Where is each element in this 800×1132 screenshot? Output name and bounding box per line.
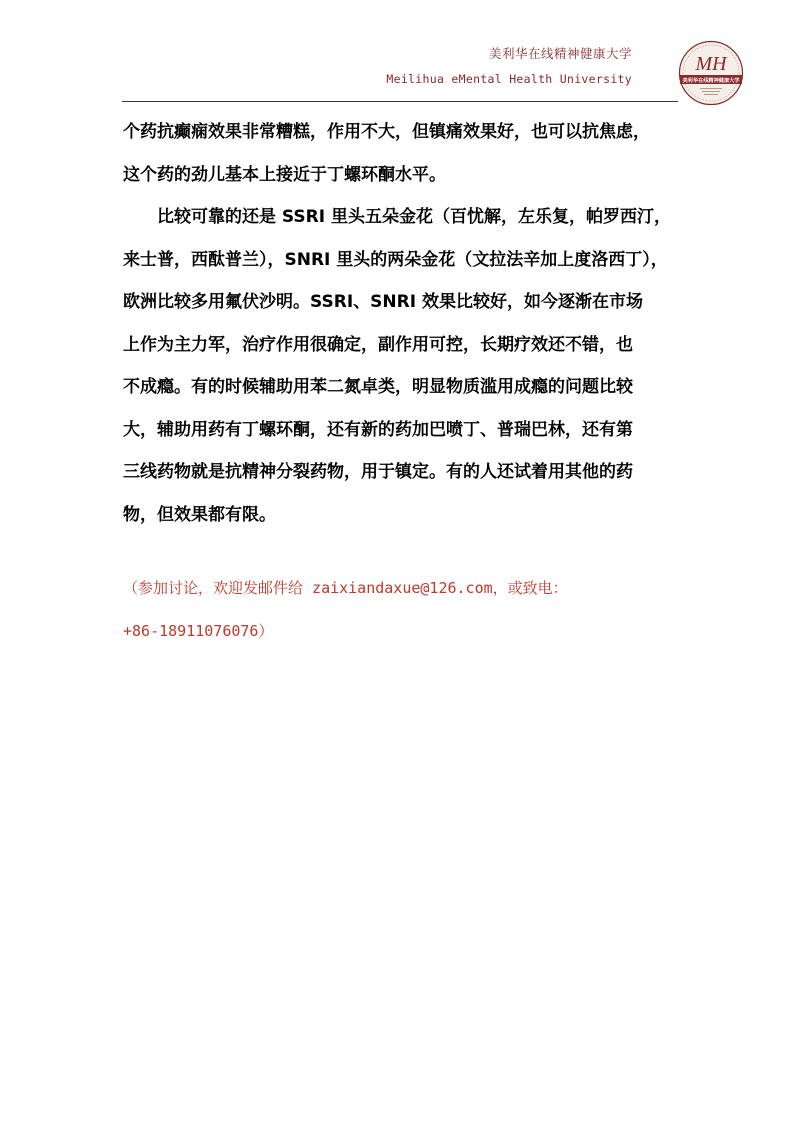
logo-monogram: MH bbox=[695, 53, 727, 75]
body-line: 大，辅助用药有丁螺环酮，还有新的药加巴喷丁、普瑞巴林，还有第 bbox=[123, 419, 633, 440]
contact-line-email: （参加讨论，欢迎发邮件给 zaixiandaxue@126.com，或致电： bbox=[123, 579, 568, 597]
body-line: 不成瘾。有的时候辅助用苯二氮卓类，明显物质滥用成瘾的问题比较 bbox=[123, 377, 633, 397]
body-line: 来士普，西酞普兰），SNRI 里头的两朵金花（文拉法辛加上度洛西丁）， bbox=[123, 249, 668, 270]
body-line: 上作为主力军，治疗作用很确定，副作用可控，长期疗效还不错，也 bbox=[123, 334, 633, 355]
body-line: 物，但效果都有限。 bbox=[123, 504, 276, 525]
body-line: 欧洲比较多用氟伏沙明。SSRI、SNRI 效果比较好，如今逐渐在市场 bbox=[123, 292, 643, 312]
header-divider bbox=[122, 101, 678, 102]
contact-line-phone: +86-18911076076） bbox=[123, 621, 274, 640]
header-university-name-cn: 美利华在线精神健康大学 bbox=[488, 46, 632, 61]
body-line: 个药抗癫痫效果非常糟糕，作用不大，但镇痛效果好，也可以抗焦虑， bbox=[123, 122, 650, 142]
article-body bbox=[123, 111, 686, 536]
body-line: 比较可靠的还是 SSRI 里头五朵金花（百忧解，左乐复，帕罗西汀， bbox=[123, 207, 671, 227]
logo-caption: 美利华在线精神健康大学 bbox=[682, 78, 740, 85]
body-line: 这个药的劲儿基本上接近于丁螺环酮水平。 bbox=[123, 164, 446, 185]
contact-note bbox=[123, 567, 693, 652]
university-logo bbox=[678, 40, 744, 106]
body-line: 三线药物就是抗精神分裂药物，用于镇定。有的人还试着用其他的药 bbox=[123, 462, 633, 482]
header-university-name-en: Meilihua eMental Health University bbox=[386, 72, 632, 86]
